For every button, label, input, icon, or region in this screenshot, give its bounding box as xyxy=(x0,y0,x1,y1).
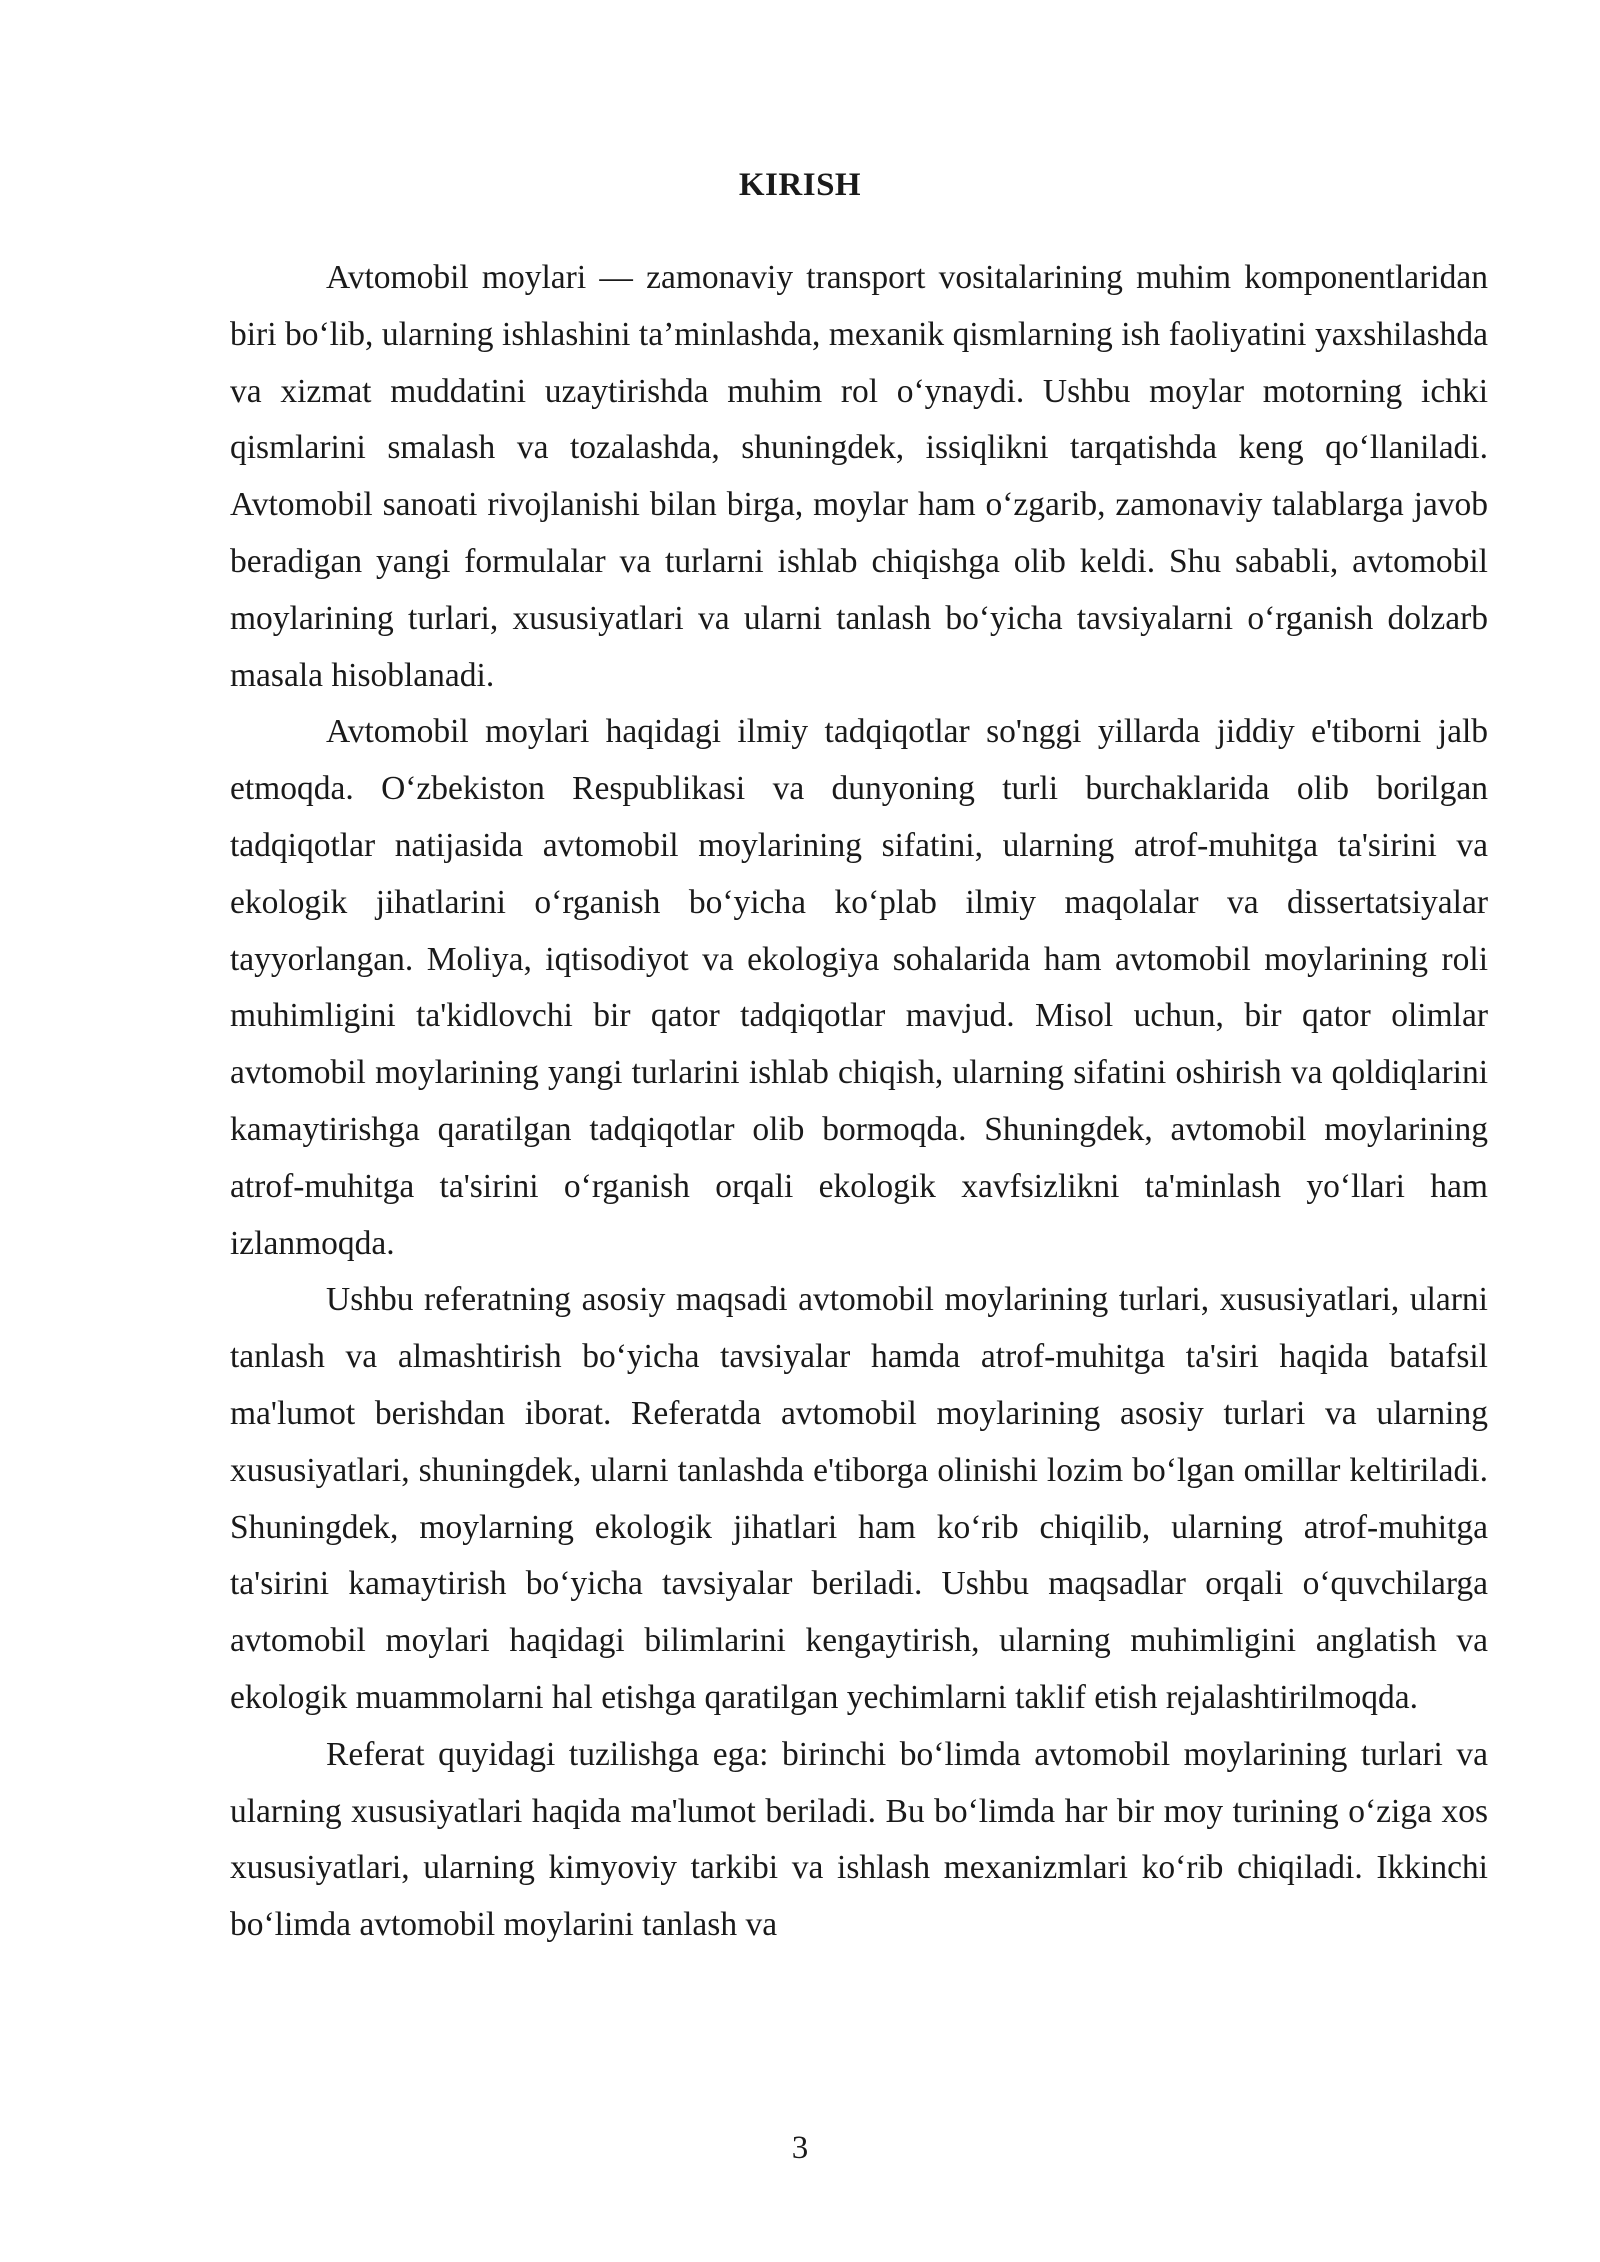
paragraph-research: Avtomobil moylari haqidagi ilmiy tadqiqotlar so'nggi yillarda jiddiy e'tiborni jalb etmoqda. O‘zbekiston Respublikasi va dunyoning turli burchaklarida olib borilgan tadqiqotlar natijasida avtomobil moylarining sifatini, ularning atrof-muhitga ta'sirini va ekologik jihatlarini o‘rganish bo‘yicha ko‘plab ilmiy maqolalar va dissertatsiyalar tayyorlangan. Moliya, iqtisodiyot va ekologiya sohalarida ham avtomobil moylarining roli muhimligini ta'kidlovchi bir qator tadqiqotlar mavjud. Misol uchun, bir qator olimlar avtomobil moylarining yangi turlarini ishlab chiqish, ularning sifatini oshirish va qoldiqlarini kamaytirishga qaratilgan tadqiqotlar olib bormoqda. Shuningdek, avtomobil moylarining atrof-muhitga ta'sirini o‘rganish orqali ekologik xavfsizlikni ta'minlash yo‘llari ham izlanmoqda. xyxy=(230,713,1488,1262)
paragraph-purpose: Ushbu referatning asosiy maqsadi avtomobil moylarining turlari, xususiyatlari, ularni tanlash va almashtirish bo‘yicha tavsiyalar hamda atrof-muhitga ta'siri haqida batafsil ma'lumot berishdan iborat. Referatda avtomobil moylarining asosiy turlari va ularning xususiyatlari, shuningdek, ularni tanlashda e'tiborga olinishi lozim bo‘lgan omillar keltiriladi. Shuningdek, moylarning ekologik jihatlari ham ko‘rib chiqilib, ularning atrof-muhitga ta'sirini kamaytirish bo‘yicha tavsiyalar beriladi. Ushbu maqsadlar orqali o‘quvchilarga avtomobil moylari haqidagi bilimlarini kengaytirish, ularning muhimligini anglatish va ekologik muammolarni hal etishga qaratilgan yechimlarni taklif etish rejalashtirilmoqda. xyxy=(230,1281,1488,1716)
paragraph-structure: Referat quyidagi tuzilishga ega: birinchi bo‘limda avtomobil moylarining turlari va ularning xususiyatlari haqida ma'lumot beriladi. Bu bo‘limda har bir moy turining o‘ziga xos xususiyatlari, ularning kimyoviy tarkibi va ishlash mexanizmlari ko‘rib chiqiladi. Ikkinchi bo‘limda avtomobil moylarini tanlash va xyxy=(230,1735,1488,1944)
section-title: KIRISH xyxy=(738,167,862,203)
body-text xyxy=(230,250,1488,1954)
paragraph-intro: Avtomobil moylari — zamonaviy transport vositalarining muhim komponentlaridan biri bo‘lib, ularning ishlashini ta’minlashda, mexanik qismlarning ish faoliyatini yaxshilashda va xizmat muddatini uzaytirishda muhim rol o‘ynaydi. Ushbu moylar motorning ichki qismlarini smalash va tozalashda, shuningdek, issiqlikni tarqatishda keng qo‘llaniladi. Avtomobil sanoati rivojlanishi bilan birga, moylar ham o‘zgarib, zamonaviy talablarga javob beradigan yangi formulalar va turlarni ishlab chiqishga olib keldi. Shu sababli, avtomobil moylarining turlari, xususiyatlari va ularni tanlash bo‘yicha tavsiyalarni o‘rganish dolzarb masala hisoblanadi. xyxy=(230,259,1488,694)
page-number: 3 xyxy=(791,2130,809,2166)
